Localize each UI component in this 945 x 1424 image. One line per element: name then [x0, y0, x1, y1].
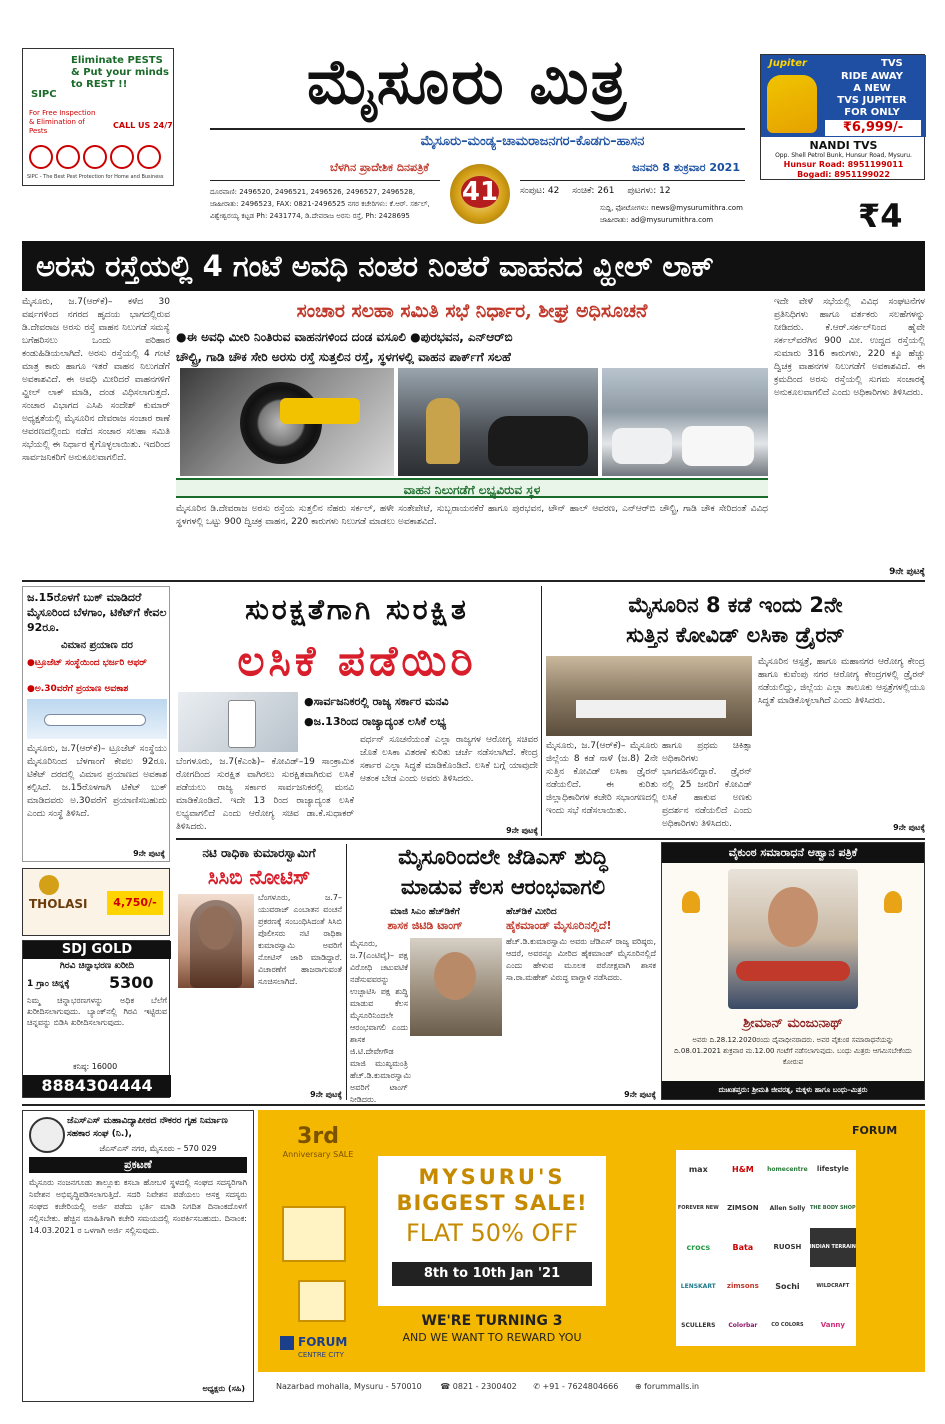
- store-logo: Allen Solly: [769, 1205, 806, 1212]
- dryrun-body-left: ಮೈಸೂರು, ಜ.7(ಆರ್‌ಕೆ)– ಮೈಸೂರು ಜಿಲ್ಲೆಯ 8 ಕಡೆ ನಾಳೆ (ಜ.8) 2ನೇ ಸುತ್ತಿನ ಕೋವಿಡ್ ಲಸಿಕಾ ಡ್ರೈರನ್ ನಡೆಯಲಿದೆ. ಈ ಕುರಿತು ಜಿಲ್ಲಾಧಿಕಾರಿಗಳ ಕಚೇರಿ ಸಭಾಂಗಣದಲ್ಲಿ ಇಂದು ಸಭೆ ನಡೆಸಲಾಯಿತು.: [546, 741, 658, 816]
- truejet-brief: [22, 586, 170, 862]
- forum-line-3: FLAT 50% OFF: [405, 1219, 579, 1247]
- society-signature: ಅಧ್ಯಕ್ಷರು (ಸಹಿ): [202, 1384, 245, 1393]
- tvs-hunsur: Hunsur Road: 8951199011: [783, 160, 904, 169]
- bullet-icon: ●: [27, 684, 35, 694]
- tvs-line-1: RIDE AWAY: [841, 71, 903, 82]
- jds-deck-1: ಶಾಸಕ ಜಿಟಿಡಿ ಟಾಂಗ್: [387, 919, 463, 932]
- sale-banner: [378, 1156, 606, 1306]
- no-pest-icon: [29, 145, 53, 169]
- sdj-small: ಕನಿಷ್ಠ: 16000: [73, 1062, 118, 1071]
- radhika-headline-2: ಸಿಸಿಬಿ ನೋಟಿಸ್: [207, 865, 311, 889]
- no-pest-icon: [110, 145, 134, 169]
- pest-ad-footer: SIPC - The Best Pest Protection for Home and Business: [27, 174, 164, 180]
- society-notice: [22, 1110, 254, 1402]
- tholasi-price: 4,750/-: [107, 891, 163, 915]
- tvs-line-3: TVS JUPITER: [837, 95, 907, 106]
- obituary-notice: [661, 842, 925, 1100]
- gtd-photo: [410, 938, 502, 1036]
- lead-col-right: ಇದೇ ವೇಳೆ ಸಭೆಯಲ್ಲಿ ವಿವಿಧ ಸಂಘಟನೆಗಳ ಪ್ರತಿನಿಧಿಗಳು ಹಾಗೂ ವರ್ತಕರು ಸಲಹೆಗಳನ್ನು ನೀಡಿದರು. ಕೆ.ಆರ್.ಸರ್ಕಲ್‌ನಿಂದ ಹೈವೇ ಸರ್ಕಲ್‌ವರೆಗಿನ 900 ಮೀ. ಉದ್ದದ ರಸ್ತೆಯಲ್ಲಿ ಸುಮಾರು 316 ಕಾರುಗಳು, 220 ಕ್ಕೂ ಹೆಚ್ಚು ದ್ವಿಚಕ್ರ ವಾಹನಗಳ ನಿಲುಗಡೆಗೆ ಅವಕಾಶವಿದೆ. ಈ ಕ್ರಮದಿಂದ ಅರಸು ರಸ್ತೆಯಲ್ಲಿ ಸುಗಮ ಸಂಚಾರಕ್ಕೆ ಅನುಕೂಲವಾಗಲಿದೆ ಎಂದು ಅಧಿಕಾರಿಗಳು ತಿಳಿಸಿದರು.: [774, 297, 925, 398]
- vial-icon: [228, 700, 256, 748]
- web-icon: ⊕: [634, 1382, 642, 1391]
- store-logo: THE BODY SHOP: [810, 1205, 856, 1211]
- forum-reward: AND WE WANT TO REWARD YOU: [402, 1331, 582, 1344]
- pest-ad-title: Eliminate PESTS & Put your minds to REST !!: [71, 55, 169, 90]
- bullet-icon: ●: [176, 330, 187, 344]
- truejet-bullet-1-text: ಟ್ರೂಜೆಟ್ ಸಂಸ್ಥೆಯಿಂದ ಭರ್ಜರಿ ಆಫರ್: [34, 658, 147, 668]
- masthead-rule-3: [520, 180, 745, 181]
- society-body: ಮೈಸೂರು ನಂಜನಗೂಡು ತಾಲ್ಲೂಕು ಕಸಬಾ ಹೋಬಳಿ ಸ್ಥಳದಲ್ಲಿ ಸಂಘದ ಸದಸ್ಯರಿಗಾಗಿ ನಿವೇಶನ ಅಭಿವೃದ್ಧಿಪಡಿಸಲಾಗುತ್ತಿದೆ. ಸದರಿ ನಿವೇಶನ ಪಡೆಯಲು ಆಸಕ್ತ ಸದಸ್ಯರು ಸಂಘದ ಕಚೇರಿಯಲ್ಲಿ ಅರ್ಜಿ ಪಡೆದು ಭರ್ತಿ ಮಾಡಿ ನಿಗದಿತ ದಿನಾಂಕದೊಳಗೆ ಸಲ್ಲಿಸಬೇಕು. ಹೆಚ್ಚಿನ ಮಾಹಿತಿಗಾಗಿ ಕಚೇರಿ ಸಮಯದಲ್ಲಿ ಸಂಪರ್ಕಿಸಬಹುದು. ದಿನಾಂಕ: 14.03.2021 ರ ಒಳಗಾಗಿ ಅರ್ಜಿ ಸಲ್ಲಿಸುವುದು.: [29, 1178, 247, 1235]
- sdj-body: ನಿಮ್ಮ ಚಿನ್ನಾಭರಣಗಳನ್ನು ಅಧಿಕ ಬೆಲೆಗೆ ಖರೀದಿಸಲಾಗುವುದು. ಬ್ಯಾಂಕ್‌ನಲ್ಲಿ ಗಿರವಿ ಇಟ್ಟಿರುವ ಚಿನ್ನವನ್ನು ಬಿಡಿಸಿ ಖರೀದಿಸಲಾಗುವುದು.: [27, 996, 167, 1027]
- tholasi-ad: [22, 868, 170, 936]
- tvs-brand: TVS: [881, 58, 903, 69]
- society-address: ಜೆಎಸ್‌ಎಸ್ ನಗರ, ಮೈಸೂರು – 570 029: [99, 1144, 217, 1153]
- lamp-icon: [884, 891, 902, 913]
- phones-line-2: ಜಾಹೀರಾತು: 2496523, FAX: 0821-2496525 ನಗರ ಕಚೇರಿಗಳು: ಕೆ.ಆರ್. ಸರ್ಕಲ್,: [210, 200, 430, 208]
- dryrun-headline-1: ಮೈಸೂರಿನ 8 ಕಡೆ ಇಂದು 2ನೇ: [628, 593, 843, 617]
- car-icon: [682, 426, 754, 466]
- store-logo: crocs: [686, 1243, 711, 1252]
- dryrun-body-right: ಮೈಸೂರಿನ ಆಸ್ಪತ್ರೆ, ಹಾಗೂ ಮಹಾನಗರ ಆರೋಗ್ಯ ಕೇಂದ್ರ ಹಾಗೂ ಕುವೆಂಪು ನಗರ ಆರೋಗ್ಯ ಕೇಂದ್ರಗಳಲ್ಲಿ ಡ್ರೈರನ್ ನಡೆಯಲಿದ್ದು, ಜಿಲ್ಲೆಯ ಎಲ್ಲಾ ತಾಲೂಕು ಆಸ್ಪತ್ರೆಗಳಲ್ಲಿಯೂ ಸಿದ್ಧತೆ ಮಾಡಿಕೊಳ್ಳಲಾಗಿದೆ ಎಂದು ತಿಳಿಸಿದರು.: [758, 657, 925, 706]
- vaccine-headline-1: ಸುರಕ್ಷತೆಗಾಗಿ ಸುರಕ್ಷಿತ: [245, 593, 469, 626]
- store-logo: SCULLERS: [681, 1322, 716, 1329]
- store-logo: RUOSH: [773, 1243, 802, 1251]
- store-logo: H&M: [732, 1165, 754, 1174]
- forum-footer-bar: [258, 1372, 925, 1402]
- tholasi-name: THOLASI: [29, 897, 88, 911]
- vaccine-headline-2: ಲಸಿಕೆ ಪಡೆಯಿರಿ: [237, 636, 477, 685]
- pest-brand: SIPC: [31, 89, 57, 100]
- masthead-rule-2: [210, 180, 440, 181]
- truejet-sub: ವಿಮಾನ ಪ್ರಯಾಣ ದರ: [61, 640, 133, 651]
- scooter-image: [767, 75, 817, 133]
- store-logo: CO COLORS: [771, 1322, 804, 1328]
- obituary-header: ವೈಕುಂಠ ಸಮಾರಾಧನೆ ಆಹ್ವಾನ ಪತ್ರಿಕೆ: [662, 843, 924, 863]
- store-logo: ZIMSON: [727, 1204, 759, 1212]
- page-count: ಪುಟಗಳು: 12: [627, 186, 671, 196]
- lead-bottom-rule: [22, 580, 925, 582]
- masthead-date: ಜನವರಿ 8 ಶುಕ್ರವಾರ 2021: [632, 161, 740, 174]
- pest-control-ad: [22, 48, 174, 186]
- truejet-title: ಜ.15ರೊಳಗೆ ಬುಕ್ ಮಾಡಿದರೆ ಮೈಸೂರಿಂದ ಬೆಳಗಾಂ, ಟಿಕೆಟ್‌ಗೆ ಕೇವಲ 92ರೂ.: [27, 591, 167, 634]
- pest-ad-free: For Free Inspection & Elimination of Pests: [29, 109, 96, 135]
- society-title: ಪ್ರಕಟಣೆ: [29, 1157, 247, 1173]
- pest-icons: [29, 145, 169, 171]
- radhika-headline-1: ನಟಿ ರಾಧಿಕಾ ಕುಮಾರಸ್ವಾಮಿಗೆ: [202, 846, 316, 860]
- lower-rule: [22, 1104, 925, 1106]
- dryrun-headline-2: ಸುತ್ತಿನ ಕೋವಿಡ್ ಲಸಿಕಾ ಡ್ರೈರನ್: [626, 623, 845, 647]
- lamp-icon: [682, 891, 700, 913]
- sdj-rate: 5300: [109, 973, 154, 992]
- store-logo: Vanny: [820, 1321, 845, 1329]
- forum-dates: 8th to 10th Jan '21: [392, 1262, 592, 1286]
- dryrun-continued: 9ನೇ ಪುಟಕ್ಕೆ: [893, 823, 925, 832]
- sdj-phone: 8884304444: [23, 1075, 171, 1097]
- forum-line-2: BIGGEST SALE!: [396, 1191, 588, 1215]
- officer-icon: [426, 398, 460, 464]
- dryrun-body-mid: ಹಾಗೂ ಪ್ರಥಮ ಚಿಕಿತ್ಸಾ ಅಧಿಕಾರಿಗಳು ಭಾಗವಹಿಸಲಿದ್ದಾರೆ. ಡ್ರೈರನ್ ನಲ್ಲಿ 25 ಜನರಿಗೆ ಕೋವಿಡ್ ಲಸಿಕೆ ಹಾಕುವ ಅಣಕು ಪ್ರದರ್ಶನ ನಡೆಯಲಿದೆ ಎಂದು ಅಧಿಕಾರಿಗಳು ತಿಳಿಸಿದರು.: [662, 741, 752, 829]
- phones-line-1: ದೂರವಾಣಿ: 2496520, 2496521, 2496526, 2496527, 2496528,: [210, 188, 416, 196]
- lead-continued: 9ನೇ ಪುಟಕ್ಕೆ: [889, 567, 925, 577]
- sdj-title: SDJ GOLD: [23, 941, 171, 959]
- no-pest-icon: [56, 145, 80, 169]
- bullet-icon: ●: [410, 330, 421, 344]
- gift-box-icon: [298, 1280, 346, 1322]
- airplane-icon: [45, 715, 145, 725]
- table-icon: [576, 700, 726, 718]
- jds-headline-1: ಮೈಸೂರಿಂದಲೇ ಜೆಡಿಎಸ್ ಶುದ್ಧಿ: [398, 845, 608, 869]
- store-logo: Colorbar: [728, 1322, 758, 1329]
- phone-icon: ✆: [533, 1382, 540, 1391]
- meeting-photo: [546, 656, 752, 736]
- forum-footer-address: Nazarbad mohalla, Mysuru - 570010: [276, 1382, 422, 1391]
- store-logo: LENSKART: [680, 1283, 716, 1290]
- car-icon: [612, 428, 672, 464]
- volume: ಸಂಪುಟ: 42: [520, 186, 560, 196]
- garland-icon: [736, 961, 850, 981]
- forum-brand-top: FORUM: [852, 1124, 898, 1137]
- no-pest-icon: [137, 145, 161, 169]
- pest-ad-call: CALL US 24/7: [113, 121, 173, 130]
- price: ₹4: [858, 197, 903, 235]
- obituary-footer: ದುಃಖತಪ್ತರು: ಶ್ರೀಮತಿ ಜೀವರತ್ನ, ಮಕ್ಕಳು ಹಾಗೂ ಬಂಧು–ಮಿತ್ರರು: [662, 1081, 924, 1099]
- forum-brand-sub: CENTRE CITY: [298, 1351, 344, 1359]
- jds-kicker-2: ಹೆಚ್‌ಡಿಕೆ ಮೀರಿದ: [506, 907, 557, 917]
- jds-kicker-1: ಮಾಜಿ ಸಿಎಂ ಹೆಚ್‌ಡಿಕೆಗೆ: [390, 907, 460, 917]
- parked-cars-photo: [602, 368, 768, 476]
- truejet-bullet-1: [27, 657, 167, 669]
- forum-turning: WE'RE TURNING 3: [421, 1313, 563, 1329]
- forum-brand-footer: FORUM: [298, 1335, 348, 1349]
- society-name: ಜೆಎಸ್‌ಎಸ್ ಮಹಾವಿದ್ಯಾಪೀಠದ ನೌಕರರ ಗೃಹ ನಿರ್ಮಾಣ ಸಹಕಾರ ಸಂಘ (ನಿ.),: [67, 1116, 228, 1139]
- radhika-body: ಬೆಂಗಳೂರು, ಜ.7– ಯುವರಾಜ್ ಎಂಬಾತನ ವಂಚನೆ ಪ್ರಕರಣಕ್ಕೆ ಸಂಬಂಧಿಸಿದಂತೆ ಸಿಸಿಬಿ ಪೊಲೀಸರು ನಟಿ ರಾಧಿಕಾ ಕುಮಾರಸ್ವಾಮಿ ಅವರಿಗೆ ನೋಟಿಸ್ ಜಾರಿ ಮಾಡಿದ್ದಾರೆ. ವಿಚಾರಣೆಗೆ ಹಾಜರಾಗುವಂತೆ ಸೂಚಿಸಲಾಗಿದೆ.: [258, 893, 342, 986]
- radhika-continued: 9ನೇ ಪುಟಕ್ಕೆ: [310, 1090, 342, 1099]
- lead-bullet-3: ಚೌಲ್ಟ್ರಿ, ಗಾಡಿ ಚೌಕ ಸೇರಿ ಅರಸು ರಸ್ತೆ ಸುತ್ತಲಿನ ರಸ್ತೆ, ಸ್ಥಳಗಳಲ್ಲಿ ವಾಹನ ಪಾರ್ಕ್‌ಗೆ ಸಲಹೆ: [176, 350, 511, 364]
- sdj-sub: ಗಿರವಿ ಚಿನ್ನಾಭರಣ ಖರೀದಿ: [59, 961, 135, 971]
- tvs-price: ₹6,999/-: [825, 120, 921, 136]
- jds-deck-2: ಹೈಕಮಾಂಡ್ ಮೈಸೂರಿನಲ್ಲಿದೆ!: [506, 919, 612, 932]
- tvs-line-2: A NEW: [853, 83, 891, 94]
- vaccine-bullet-1: ಸಾರ್ವಜನಿಕರಲ್ಲಿ ರಾಜ್ಯ ಸರ್ಕಾರ ಮನವಿ: [313, 695, 449, 708]
- forum-anniversary-label: Anniversary SALE: [282, 1150, 354, 1159]
- tvs-dealer: NANDI TVS: [809, 139, 878, 152]
- forum-anniversary: 3rd: [297, 1124, 339, 1149]
- tvs-address: Opp. Shell Petrol Bunk, Hunsur Road, Mysuru.: [775, 152, 912, 159]
- radhika-photo: [178, 894, 254, 988]
- jds-body-left: ಮೈಸೂರು, ಜ.7(ಎಂಟಿವೈ)– ಪಕ್ಷ ವಿರೋಧಿ ಚಟುವಟಿಕೆ ನಡೆಸುವವರನ್ನು ಉಚ್ಛಾಟಿಸಿ ಪಕ್ಷ ಶುದ್ಧಿ ಮಾಡುವ ಕೆಲಸ ಮೈಸೂರಿನಿಂದಲೇ ಆರಂಭವಾಗಲಿ ಎಂದು ಶಾಸಕ ಜಿ.ಟಿ.ದೇವೇಗೌಡ ಮಾಜಿ ಮುಖ್ಯಮಂತ್ರಿ ಹೆಚ್.ಡಿ.ಕುಮಾರಸ್ವಾಮಿ ಅವರಿಗೆ ಟಾಂಗ್ ನೀಡಿದರು.: [350, 939, 412, 1104]
- obituary-photo: [728, 869, 858, 1009]
- hair-icon: [190, 900, 242, 988]
- lead-col-bottom: ಮೈಸೂರಿನ ಡಿ.ದೇವರಾಜ ಅರಸು ರಸ್ತೆಯ ಸುತ್ತಲಿನ ನೆಹರು ಸರ್ಕಲ್, ಹಳೇ ಸಂತೇಪೇಟೆ, ಸುಬ್ಬರಾಯನಕೆರೆ ಹಾಗೂ ಪುರಭವನ, ಟೌನ್ ಹಾಲ್ ಆವರಣ, ಎನ್‌ಆರ್‌ಬಿ ಚೌಲ್ಟ್ರಿ, ಗಾಡಿ ಚೌಕ ಸೇರಿದಂತೆ ವಿವಿಧ ಸ್ಥಳಗಳಲ್ಲಿ ಒಟ್ಟು 900 ದ್ವಿಚಕ್ರ ವಾಹನ, 220 ಕಾರುಗಳು ನಿಲುಗಡೆ ಮಾಡಲು ಅವಕಾಶವಿದೆ.: [176, 504, 768, 527]
- person-icon: [768, 887, 818, 947]
- store-logo: max: [688, 1165, 708, 1174]
- vaccine-bullets: [304, 692, 538, 732]
- store-logo: WILDCRAFT: [816, 1283, 850, 1289]
- tvs-bogadi: Bogadi: 8951199022: [797, 170, 890, 179]
- lead-photo-caption: ವಾಹನ ನಿಲುಗಡೆಗೆ ಲಭ್ಯವಿರುವ ಸ್ಥಳ: [176, 478, 768, 498]
- bike-icon: [488, 416, 588, 466]
- forum-footer-phone-2: +91 - 7624804666: [542, 1382, 619, 1391]
- issue-info: [520, 184, 755, 198]
- masthead-tagline: ಬೆಳಗಿನ ಪ್ರಾದೇಶಿಕ ದಿನಪತ್ರಿಕೆ: [330, 161, 429, 174]
- masthead-title: ಮೈಸೂರು ಮಿತ್ರ: [306, 45, 629, 118]
- store-logo: Sochi: [775, 1282, 800, 1291]
- forum-footer-phone: 0821 - 2300402: [452, 1382, 517, 1391]
- masthead-subtitle: ಮೈಸೂರು–ಮಂಡ್ಯ–ಚಾಮರಾಜನಗರ–ಕೊಡಗು–ಹಾಸನ: [420, 134, 645, 149]
- lead-subhead: ಸಂಚಾರ ಸಲಹಾ ಸಮಿತಿ ಸಭೆ ನಿರ್ಧಾರ, ಶೀಘ್ರ ಅಧಿಸೂಚನೆ: [296, 300, 648, 322]
- obituary-body: ಅವರು ದಿ.28.12.2020ರಂದು ದೈವಾಧೀನರಾದರು. ಅವರ ವೈಕುಂಠ ಸಮಾರಾಧನೆಯನ್ನು ದಿ.08.01.2021 ಶುಕ್ರವಾರ ಮ.12.00 ಗಂಟೆಗೆ ನಡೆಸಲಾಗುವುದು. ಬಂಧು ಮಿತ್ರರು ಆಗಮಿಸಬೇಕೆಂದು ಕೋರುವ: [674, 1036, 912, 1066]
- vaccine-body-left: ಬೆಂಗಳೂರು, ಜ.7(ಕೆಎಂಶಿ)– ಕೋವಿಡ್–19 ಸಾಂಕ್ರಾಮಿಕ ರೋಗದಿಂದ ಸುರಕ್ಷಿತ ವಾಗಿರಲು ಸುರಕ್ಷಿತವಾಗಿರುವ ಲಸಿಕೆ ಪಡೆಯಲು ರಾಜ್ಯ ಸರ್ಕಾರ ಸಾರ್ವಜನಿಕರಲ್ಲಿ ಮನವಿ ಮಾಡಿಕೊಂಡಿದೆ. ಇದೇ 13 ರಿಂದ ರಾಜ್ಯಾದ್ಯಂತ ಲಸಿಕೆ ಲಭ್ಯವಾಗಲಿದೆ ಎಂದು ಆರೋಗ್ಯ ಸಚಿವ ಡಾ.ಕೆ.ಸುಧಾಕರ್ ತಿಳಿಸಿದರು.: [176, 757, 354, 832]
- airplane-photo: [27, 699, 167, 739]
- column-rule: [541, 586, 542, 836]
- truejet-bullet-2-text: ಅ.30ವರೆಗೆ ಪ್ರಯಾಣ ಅವಕಾಶ: [34, 684, 129, 694]
- wheel-lock-photo: [180, 368, 394, 476]
- lead-bullet-2: ಪುರಭವನ, ಎನ್‌ಆರ್‌ಬಿ: [420, 330, 513, 344]
- issue-number: ಸಂಚಿಕೆ: 261: [572, 186, 615, 196]
- jds-headline-2: ಮಾಡುವ ಕೆಲಸ ಆರಂಭವಾಗಲಿ: [400, 875, 606, 899]
- truejet-continued: 9ನೇ ಪುಟಕ್ಕೆ: [133, 849, 165, 858]
- ad-email: ಜಾಹೀರಾತು: ad@mysurumithra.com: [600, 216, 714, 224]
- news-email: ಸುದ್ದಿ, ಫೋಟೋಗಳು: news@mysurumithra.com: [600, 204, 743, 212]
- lead-col-left: ಮೈಸೂರು, ಜ.7(ಆರ್‌ಕೆ)– ಕಳೆದ 30 ವರ್ಷಗಳಿಂದ ನಗರದ ಹೃದಯ ಭಾಗದಲ್ಲಿರುವ ಡಿ.ದೇವರಾಜ ಅರಸು ರಸ್ತೆ ವಾಹನ ನಿಲುಗಡೆ ಸಮಸ್ಯೆ ಬಗೆಹರಿಸಲು ಒಂದು ಪರಿಹಾರ ಕಂಡುಹಿಡಿಯಲಾಗಿದೆ. ಅರಸು ರಸ್ತೆಯಲ್ಲಿ 4 ಗಂಟೆ ಮಾತ್ರ ಕಾರು ಹಾಗೂ ಇತರೆ ವಾಹನ ನಿಲುಗಡೆಗೆ ಅವಕಾಶವಿದೆ. ಈ ಅವಧಿ ಮೀರಿದರೆ ವಾಹನಗಳಿಗೆ ವ್ಹೀಲ್ ಲಾಕ್ ಮಾಡಿ, ದಂಡ ವಿಧಿಸಲಾಗುತ್ತದೆ. ಸಂಚಾರ ವಿಭಾಗದ ಎಸಿಪಿ ಸಂದೇಶ್ ಕುಮಾರ್ ಅಧ್ಯಕ್ಷತೆಯಲ್ಲಿ ಮೈಸೂರಿನ ದೇವರಾಜ ಸಂಚಾರ ಠಾಣೆ ಆವರಣದಲ್ಲಿಂದು ನಡೆದ ಸಂಚಾರ ಸಲಹಾ ಸಮಿತಿ ಸಭೆಯಲ್ಲಿ ಈ ನಿರ್ಧಾರ ಕೈಗೊಳ್ಳಲಾಯಿತು. ಇದರಿಂದ ಸಾರ್ವಜನಿಕರಿಗೆ ಅನುಕೂಲವಾಗಲಿದೆ.: [22, 297, 170, 463]
- bullet-icon: ●: [304, 695, 314, 708]
- person-icon: [434, 952, 476, 1000]
- no-pest-icon: [83, 145, 107, 169]
- sdj-gram: 1 ಗ್ರಾಂ ಚಿನ್ನಕ್ಕೆ: [27, 979, 70, 989]
- store-grid: [676, 1150, 856, 1346]
- lock-clamp-icon: [280, 398, 360, 424]
- forum-line-1: MYSURU'S: [418, 1165, 566, 1189]
- gift-box-icon: [282, 1206, 346, 1262]
- store-logo: lifestyle: [816, 1165, 849, 1173]
- bullet-icon: ●: [27, 658, 35, 668]
- society-emblem-icon: [29, 1117, 65, 1153]
- contact-block: [210, 186, 442, 222]
- forum-footer-web: forummalls.in: [644, 1382, 700, 1391]
- sdj-gold-ad: [22, 940, 170, 1098]
- masthead-rule: [210, 128, 745, 130]
- phone-icon: ☎: [440, 1382, 451, 1391]
- lead-bullet-1: ಈ ಅವಧಿ ಮೀರಿ ನಿಂತಿರುವ ವಾಹನಗಳಿಂದ ದಂಡ ವಸೂಲಿ: [186, 330, 406, 344]
- vaccine-continued: 9ನೇ ಪುಟಕ್ಕೆ: [506, 826, 538, 835]
- bikes-photo: [398, 368, 598, 476]
- vaccine-bullet-2: ಜ.13ರಿಂದ ರಾಜ್ಯಾದ್ಯಂತ ಲಸಿಕೆ ಲಭ್ಯ: [313, 715, 447, 728]
- anniversary-badge: [447, 158, 513, 230]
- vaccine-body-right: ವರ್ಧನ್ ಸೂಚನೆಯಂತೆ ಎಲ್ಲಾ ರಾಜ್ಯಗಳ ಆರೋಗ್ಯ ಸಚಿವರ ಜೊತೆ ಲಸಿಕಾ ವಿತರಣೆ ಕುರಿತು ಚರ್ಚೆ ನಡೆಸಲಾಗಿದೆ. ಕೇಂದ್ರ ಸರ್ಕಾರ ಎಲ್ಲಾ ಸಿದ್ಧತೆ ಮಾಡಿಕೊಂಡಿದೆ. ಲಸಿಕೆ ಬಗ್ಗೆ ಯಾವುದೇ ಆತಂಕ ಬೇಡ ಎಂದು ಅವರು ತಿಳಿಸಿದರು.: [360, 735, 538, 784]
- tvs-line-4: FOR ONLY: [844, 107, 900, 118]
- jewel-icon: [39, 875, 59, 895]
- store-logo: zimsons: [726, 1282, 759, 1290]
- vaccine-vial-photo: [178, 692, 298, 752]
- bullet-icon: ●: [304, 715, 314, 728]
- tvs-model: Jupiter: [769, 58, 807, 69]
- obituary-name: ಶ್ರೀಮಾನ್ ಮಂಜುನಾಥ್: [743, 1016, 843, 1031]
- truejet-bullet-2: [27, 683, 167, 695]
- anniversary-number: 41: [461, 177, 499, 207]
- mid-rule: [176, 838, 925, 840]
- store-logo: INDIAN TERRAIN: [810, 1228, 856, 1267]
- forum-logo-icon: [280, 1336, 294, 1350]
- store-logo: Bata: [732, 1243, 754, 1252]
- store-logo: homecentre: [767, 1166, 808, 1173]
- truejet-body: ಮೈಸೂರು, ಜ.7(ಆರ್‌ಕೆ)– ಟ್ರೂಜೆಟ್ ಸಂಸ್ಥೆಯು ಮೈಸೂರಿನಿಂದ ಬೆಳಗಾಂಗೆ ಕೇವಲ 92ರೂ. ಟಿಕೆಟ್ ದರದಲ್ಲಿ ವಿಮಾನ ಪ್ರಯಾಣದ ಅವಕಾಶ ಕಲ್ಪಿಸಿದೆ. ಜ.15ರೊಳಗಾಗಿ ಟಿಕೆಟ್ ಬುಕ್ ಮಾಡಿದವರು ಅ.30ವರೆಗೆ ಪ್ರಯಾಣಿಸಬಹುದು ಎಂದು ಸಂಸ್ಥೆ ತಿಳಿಸಿದೆ.: [27, 744, 167, 819]
- phones-line-3: ವಿಶ್ವೇಶ್ವರಯ್ಯ ಕಟ್ಟಡ Ph: 2431774, ಡಿ.ದೇವರಾಜ ಅರಸು ರಸ್ತೆ, Ph: 2428695: [210, 212, 410, 220]
- jds-continued: 9ನೇ ಪುಟಕ್ಕೆ: [624, 1090, 656, 1099]
- forum-sale-ad: [258, 1110, 925, 1402]
- jds-body-right: ಹೆಚ್.ಡಿ.ಕುಮಾರಸ್ವಾಮಿ ಅವರು ಜೆಡಿಎಸ್ ರಾಜ್ಯ ವರಿಷ್ಠರು, ಆದರೆ, ಅವರನ್ನೂ ಮೀರಿದ ಹೈಕಮಾಂಡ್ ಮೈಸೂರಿನಲ್ಲಿದೆ ಎಂದು ಹೇಳುವ ಮೂಲಕ ಪರೋಕ್ಷವಾಗಿ ಶಾಸಕ ಸಾ.ರಾ.ಮಹೇಶ್ ವಿರುದ್ಧ ವಾಗ್ದಾಳಿ ನಡೆಸಿದರು.: [506, 937, 656, 982]
- lead-bullets: [176, 327, 768, 367]
- column-rule: [346, 844, 347, 1100]
- tvs-jupiter-ad: [760, 54, 925, 180]
- store-logo: FOREVER NEW: [677, 1205, 719, 1211]
- lead-headline: ಅರಸು ರಸ್ತೆಯಲ್ಲಿ 4 ಗಂಟೆ ಅವಧಿ ನಂತರ ನಿಂತರೆ ವಾಹನದ ವ್ಹೀಲ್ ಲಾಕ್: [22, 241, 925, 291]
